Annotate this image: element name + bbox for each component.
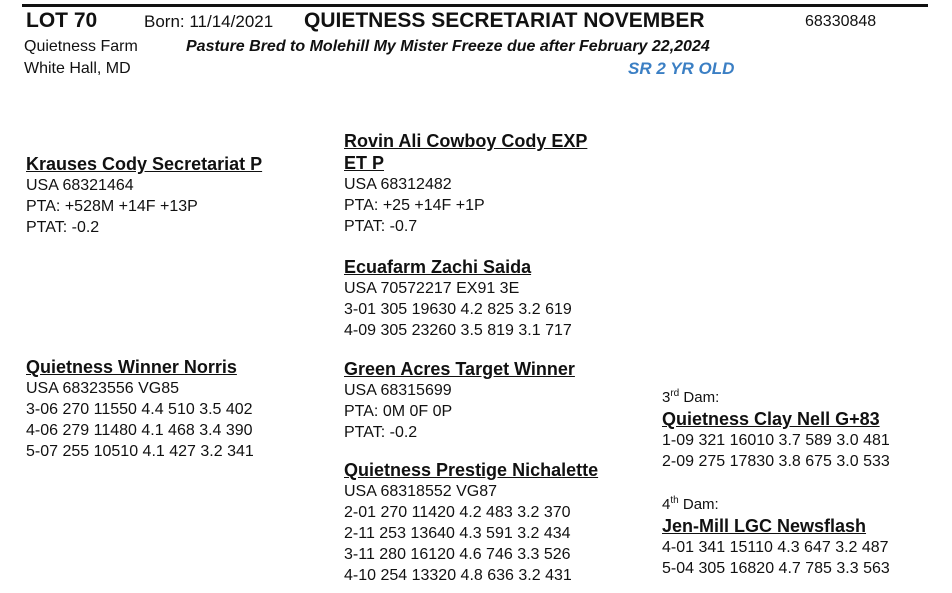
dams-dam-record-2: 2-11 253 13640 4.3 591 3.2 434	[344, 525, 571, 542]
consignor-location: White Hall, MD	[24, 60, 131, 77]
sires-sire-name-line2: ET P	[344, 153, 385, 173]
dams-dam-reg: USA 68318552 VG87	[344, 483, 498, 500]
third-dam-record-2: 2-09 275 17830 3.8 675 3.0 533	[662, 453, 890, 470]
birth-date: Born: 11/14/2021	[144, 12, 274, 31]
sires-sire-name-line1: Rovin Ali Cowboy Cody EXP	[344, 131, 588, 151]
sire-block	[26, 153, 262, 238]
dam-record-2: 4-06 279 11480 4.1 468 3.4 390	[26, 422, 253, 439]
fourth-dam-name: Jen-Mill LGC Newsflash	[662, 516, 867, 536]
sires-sire-ptat: PTAT: -0.7	[344, 218, 418, 235]
sires-dam-reg: USA 70572217 EX91 3E	[344, 280, 520, 297]
registration-number: 68330848	[805, 13, 877, 30]
sires-dam-block	[344, 256, 572, 341]
dams-dam-name: Quietness Prestige Nichalette	[344, 460, 599, 480]
animal-name: QUIETNESS SECRETARIAT NOVEMBER	[304, 9, 705, 32]
sire-pta: PTA: +528M +14F +13P	[26, 198, 198, 215]
sires-sire-reg: USA 68312482	[344, 176, 452, 193]
sire-ptat: PTAT: -0.2	[26, 219, 100, 236]
sire-name: Krauses Cody Secretariat P	[26, 154, 263, 174]
header-rule	[22, 4, 928, 7]
consignor-farm: Quietness Farm	[24, 38, 138, 55]
dam-record-1: 3-06 270 11550 4.4 510 3.5 402	[26, 401, 253, 418]
third-dam-name: Quietness Clay Nell G+83	[662, 409, 880, 429]
sires-sire-block	[344, 130, 587, 237]
dam-record-3: 5-07 255 10510 4.1 427 3.2 341	[26, 443, 254, 460]
fourth-dam-record-2: 5-04 305 16820 4.7 785 3.3 563	[662, 560, 890, 577]
sires-sire-pta: PTA: +25 +14F +1P	[344, 197, 485, 214]
dams-dam-record-1: 2-01 270 11420 4.2 483 3.2 370	[344, 504, 571, 521]
dams-dam-record-4: 4-10 254 13320 4.8 636 3.2 431	[344, 567, 572, 584]
third-dam-label: 3rd Dam:	[662, 388, 720, 406]
sires-dam-record-1: 3-01 305 19630 4.2 825 3.2 619	[344, 301, 572, 318]
fourth-dam-record-1: 4-01 341 15110 4.3 647 3.2 487	[662, 539, 889, 556]
breeding-info: Pasture Bred to Molehill My Mister Freeze due after February 22,2024	[186, 38, 710, 55]
fourth-dam-label: 4th Dam:	[662, 495, 719, 513]
sire-reg: USA 68321464	[26, 177, 134, 194]
sires-dam-name: Ecuafarm Zachi Saida	[344, 257, 532, 277]
dams-dam-record-3: 3-11 280 16120 4.6 746 3.3 526	[344, 546, 571, 563]
dam-reg: USA 68323556 VG85	[26, 380, 180, 397]
third-dam-block	[662, 384, 890, 472]
class-label: SR 2 YR OLD	[628, 59, 735, 78]
fourth-dam-block	[662, 491, 890, 579]
dams-sire-pta: PTA: 0M 0F 0P	[344, 403, 453, 420]
sires-dam-record-2: 4-09 305 23260 3.5 819 3.1 717	[344, 322, 572, 339]
dam-block	[26, 356, 254, 462]
lot-number: LOT 70	[26, 9, 98, 32]
dams-dam-block	[344, 459, 598, 586]
dams-sire-block	[344, 358, 575, 443]
dams-sire-name: Green Acres Target Winner	[344, 359, 575, 379]
dams-sire-reg: USA 68315699	[344, 382, 452, 399]
third-dam-record-1: 1-09 321 16010 3.7 589 3.0 481	[662, 432, 890, 449]
dams-sire-ptat: PTAT: -0.2	[344, 424, 418, 441]
dam-name: Quietness Winner Norris	[26, 357, 237, 377]
